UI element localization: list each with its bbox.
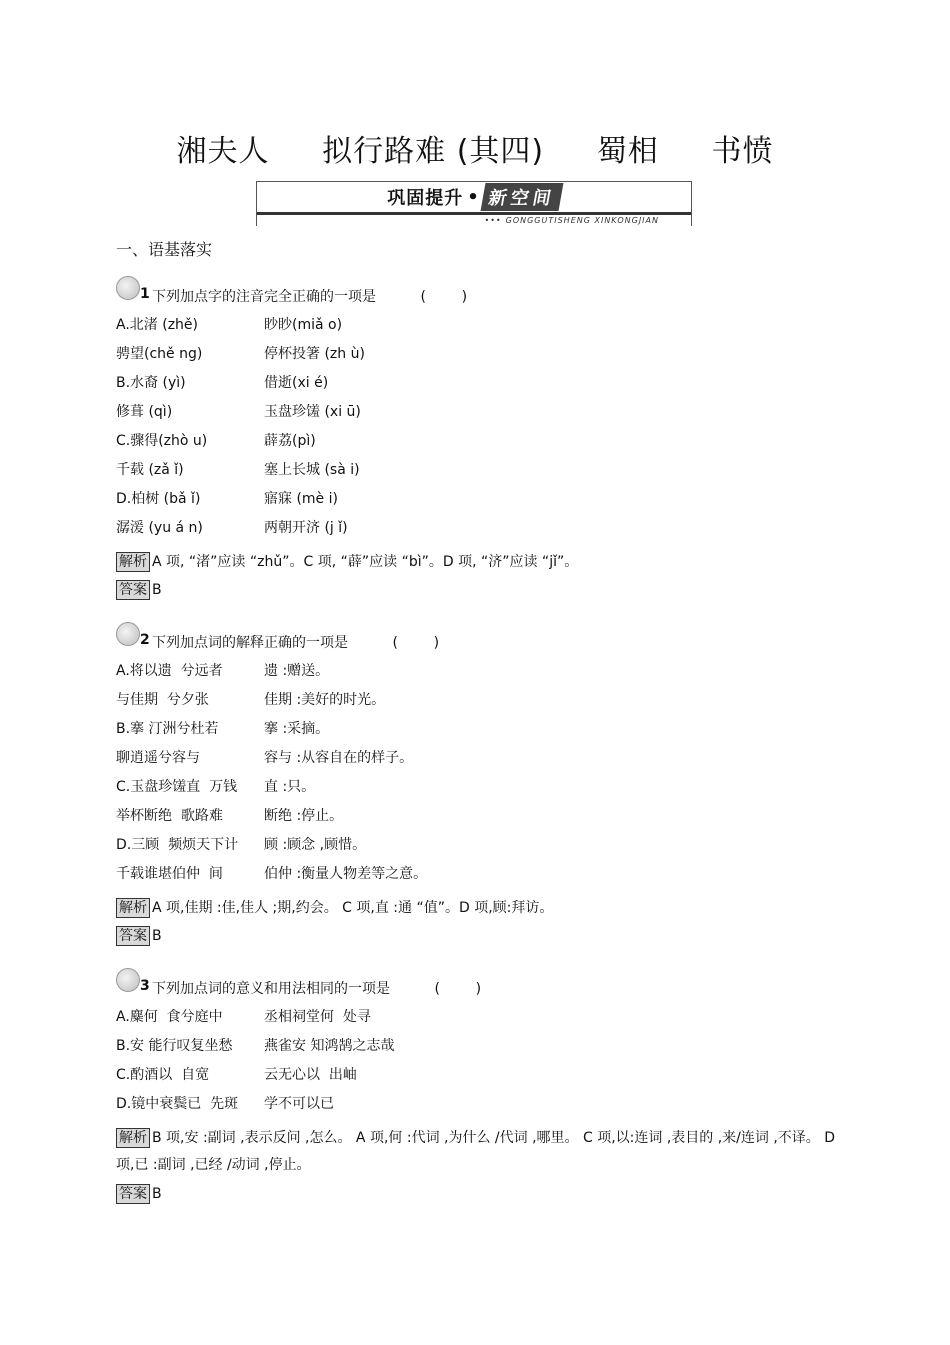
option-left: 潺湲 (yu á n): [116, 520, 203, 536]
option-right: 断绝 :停止。: [264, 808, 344, 824]
option-left: D.镜中衰鬓已 先斑: [116, 1096, 239, 1112]
answer-tag: 答案: [116, 580, 150, 600]
option-right: 寤寐 (mè i): [264, 491, 338, 507]
option-right: 搴 :采摘。: [264, 721, 330, 737]
banner-right-text: 新空间: [480, 183, 563, 211]
option-right: 容与 :从容自在的样子。: [264, 750, 414, 766]
banner-main: [257, 182, 691, 212]
banner-dots: •••: [484, 216, 502, 225]
option-left: 聊逍遥兮容与: [116, 750, 200, 766]
option-right: 两朝开济 (j ǐ): [264, 520, 348, 536]
question-number: 1: [140, 286, 150, 302]
question-text: 下列加点词的解释正确的一项是 ( ): [152, 635, 440, 651]
option-right: 学不可以已: [264, 1096, 334, 1112]
analysis-2: [116, 895, 838, 922]
question-circle-icon: [116, 276, 140, 300]
question-circle-icon: [116, 622, 140, 646]
banner-rule: [257, 212, 691, 215]
answer-text: B: [152, 582, 162, 598]
option-right: 顾 :顾念 ,顾惜。: [264, 837, 367, 853]
option-right: 云无心以 出岫: [264, 1067, 357, 1083]
option-left: 与佳期 兮夕张: [116, 692, 209, 708]
option-left: A.北渚 (zhě): [116, 317, 198, 333]
option-left: B.水裔 (yì): [116, 375, 186, 391]
question-text: 下列加点词的意义和用法相同的一项是 ( ): [152, 981, 482, 997]
option-left: 举杯断绝 歌路难: [116, 808, 223, 824]
option-left: C.玉盘珍馐直 万钱: [116, 779, 238, 795]
answer-tag: 答案: [116, 1184, 150, 1204]
analysis-text: A 项, “渚”应读 “zhǔ”。C 项, “薜”应读 “bì”。D 项, “济”应读 “jǐ”。: [152, 554, 579, 570]
option-right: 薜荔(pì): [264, 433, 316, 449]
answer-text: B: [152, 928, 162, 944]
option-left: 骋望(chě ng): [116, 346, 203, 362]
option-left: C.酌酒以 自宽: [116, 1067, 210, 1083]
option-left: D.柏树 (bǎ ǐ): [116, 491, 201, 507]
banner-dot: •: [467, 186, 479, 208]
option-right: 眇眇(miǎ o): [264, 317, 343, 333]
banner-left-text: 巩固提升: [387, 188, 464, 209]
banner-subtitle: [484, 216, 659, 225]
option-left: D.三顾 频烦天下计: [116, 837, 239, 853]
analysis-text: B 项,安 :副词 ,表示反问 ,怎么。 A 项,何 :代词 ,为什么 /代词 ,哪里。 C 项,以:连词 ,表目的 ,来/连词 ,不译。 D 项,已 :副词 ,已经 /动词 ,停止。: [116, 1130, 836, 1173]
answer-1: [116, 580, 162, 600]
option-right: 塞上长城 (sà i): [264, 462, 360, 478]
option-left: B.搴 汀洲兮杜若: [116, 721, 219, 737]
question-number: 3: [140, 978, 150, 994]
analysis-text: A 项,佳期 :佳,佳人 ;期,约会。 C 项,直 :通 “值”。D 项,顾:拜访。: [152, 900, 554, 916]
option-left: B.安 能行叹复坐愁: [116, 1038, 233, 1054]
option-right: 停杯投箸 (zh ù): [264, 346, 365, 362]
answer-3: [116, 1184, 162, 1204]
option-left: A.麋何 食兮庭中: [116, 1009, 223, 1025]
analysis-3: [116, 1125, 838, 1179]
option-right: 玉盘珍馐 (xi ū): [264, 404, 361, 420]
option-right: 燕雀安 知鸿鹄之志哉: [264, 1038, 395, 1054]
analysis-tag: 解析: [116, 552, 150, 572]
question-number: 2: [140, 632, 150, 648]
analysis-tag: 解析: [116, 898, 150, 918]
answer-tag: 答案: [116, 926, 150, 946]
option-left: 修葺 (qì): [116, 404, 173, 420]
analysis-1: [116, 549, 838, 576]
analysis-tag: 解析: [116, 1128, 150, 1148]
option-right: 直 :只。: [264, 779, 316, 795]
option-right: 借逝(xi é): [264, 375, 329, 391]
section-title: 一、语基落实: [116, 240, 213, 259]
question-text: 下列加点字的注音完全正确的一项是 ( ): [152, 289, 468, 305]
option-right: 佳期 :美好的时光。: [264, 692, 386, 708]
option-right: 遗 :赠送。: [264, 663, 330, 679]
option-right: 伯仲 :衡量人物差等之意。: [264, 866, 428, 882]
banner: [256, 181, 692, 226]
option-right: 丞相祠堂何 处寻: [264, 1009, 371, 1025]
option-left: 千载谁堪伯仲 间: [116, 866, 223, 882]
question-circle-icon: [116, 968, 140, 992]
option-left: 千载 (zǎ ǐ): [116, 462, 184, 478]
option-left: C.骤得(zhò u): [116, 433, 208, 449]
page-title: 湘夫人 拟行路难 (其四) 蜀相 书愤: [176, 134, 774, 169]
banner-subtitle-text: GONGGUTISHENG XINKONGJIAN: [505, 216, 659, 225]
answer-text: B: [152, 1186, 162, 1202]
answer-2: [116, 926, 162, 946]
option-left: A.将以遗 兮远者: [116, 663, 223, 679]
